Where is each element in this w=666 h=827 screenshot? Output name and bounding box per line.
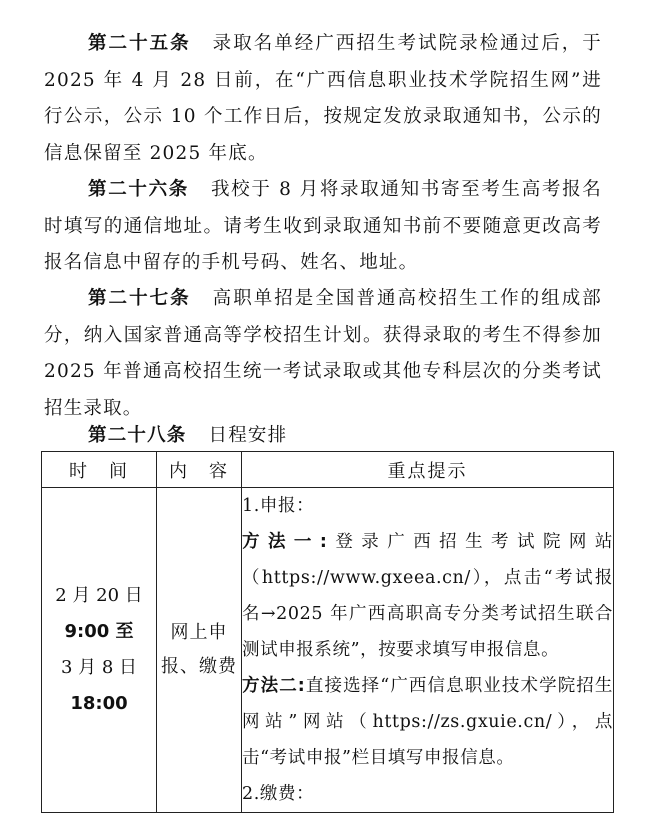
tips-method-1	[242, 524, 613, 668]
article-28-text: 日程安排	[208, 425, 288, 446]
content-cell	[157, 488, 242, 813]
article-25-label: 第二十五条	[88, 33, 191, 54]
schedule-header-row	[42, 452, 614, 488]
article-26-text: 我校于 8 月将录取通知书寄至考生高考报名时填写的通信地址。请考生收到录取通知书前不要随意更改高考报名信息中留存的手机号码、姓名、地址。	[44, 179, 602, 273]
time-cell	[42, 488, 157, 813]
article-25-paragraph	[44, 26, 602, 172]
time-end-hour: 18:00	[70, 693, 128, 714]
header-tips: 重点提示	[242, 452, 614, 488]
tips-step-2: 2.缴费：	[242, 784, 315, 804]
schedule-table	[41, 451, 614, 813]
article-27-paragraph	[44, 281, 602, 427]
time-start-date: 2 月 20 日	[55, 585, 143, 606]
tips-cell	[242, 488, 614, 813]
article-27-label: 第二十七条	[88, 288, 191, 309]
method-2-text: 直接选择“广西信息职业技术学院招生网站”网站（https://zs.gxuie.cn/），点击“考试申报”栏目填写申报信息。	[242, 676, 613, 768]
tips-method-2	[242, 668, 613, 776]
tips-step-1: 1.申报：	[242, 496, 315, 516]
time-start-hour: 9:00 至	[64, 621, 134, 642]
content-line-1: 网上申	[170, 622, 228, 643]
method-2-label: 方法二:	[242, 676, 306, 696]
content-line-2: 报、缴费	[161, 656, 237, 677]
article-28-label: 第二十八条	[88, 425, 187, 446]
method-1-text: 登录广西招生考试院网站（https://www.gxeea.cn/），点击“考试报名→2025 年广西高职高专分类考试招生联合测试申报系统”，按要求填写申报信息。	[242, 532, 613, 660]
article-25-text: 录取名单经广西招生考试院录检通过后，于 2025 年 4 月 28 日前，在“广西信息职业技术学院招生网”进行公示，公示 10 个工作日后，按规定发放录取通知书，公示的信息保留至 2025 年底。	[44, 33, 602, 164]
header-time: 时 间	[42, 452, 157, 488]
header-content: 内 容	[157, 452, 242, 488]
article-28-heading	[88, 422, 287, 450]
table-row	[42, 488, 614, 813]
method-1-label: 方法一:	[242, 532, 328, 552]
article-27-text: 高职单招是全国普通高校招生工作的组成部分，纳入国家普通高等学校招生计划。获得录取的考生不得参加 2025 年普通高校招生统一考试录取或其他专科层次的分类考试招生录取。	[44, 288, 602, 419]
time-end-date: 3 月 8 日	[60, 657, 138, 678]
article-26-label: 第二十六条	[88, 179, 189, 200]
article-26-paragraph	[44, 172, 602, 282]
